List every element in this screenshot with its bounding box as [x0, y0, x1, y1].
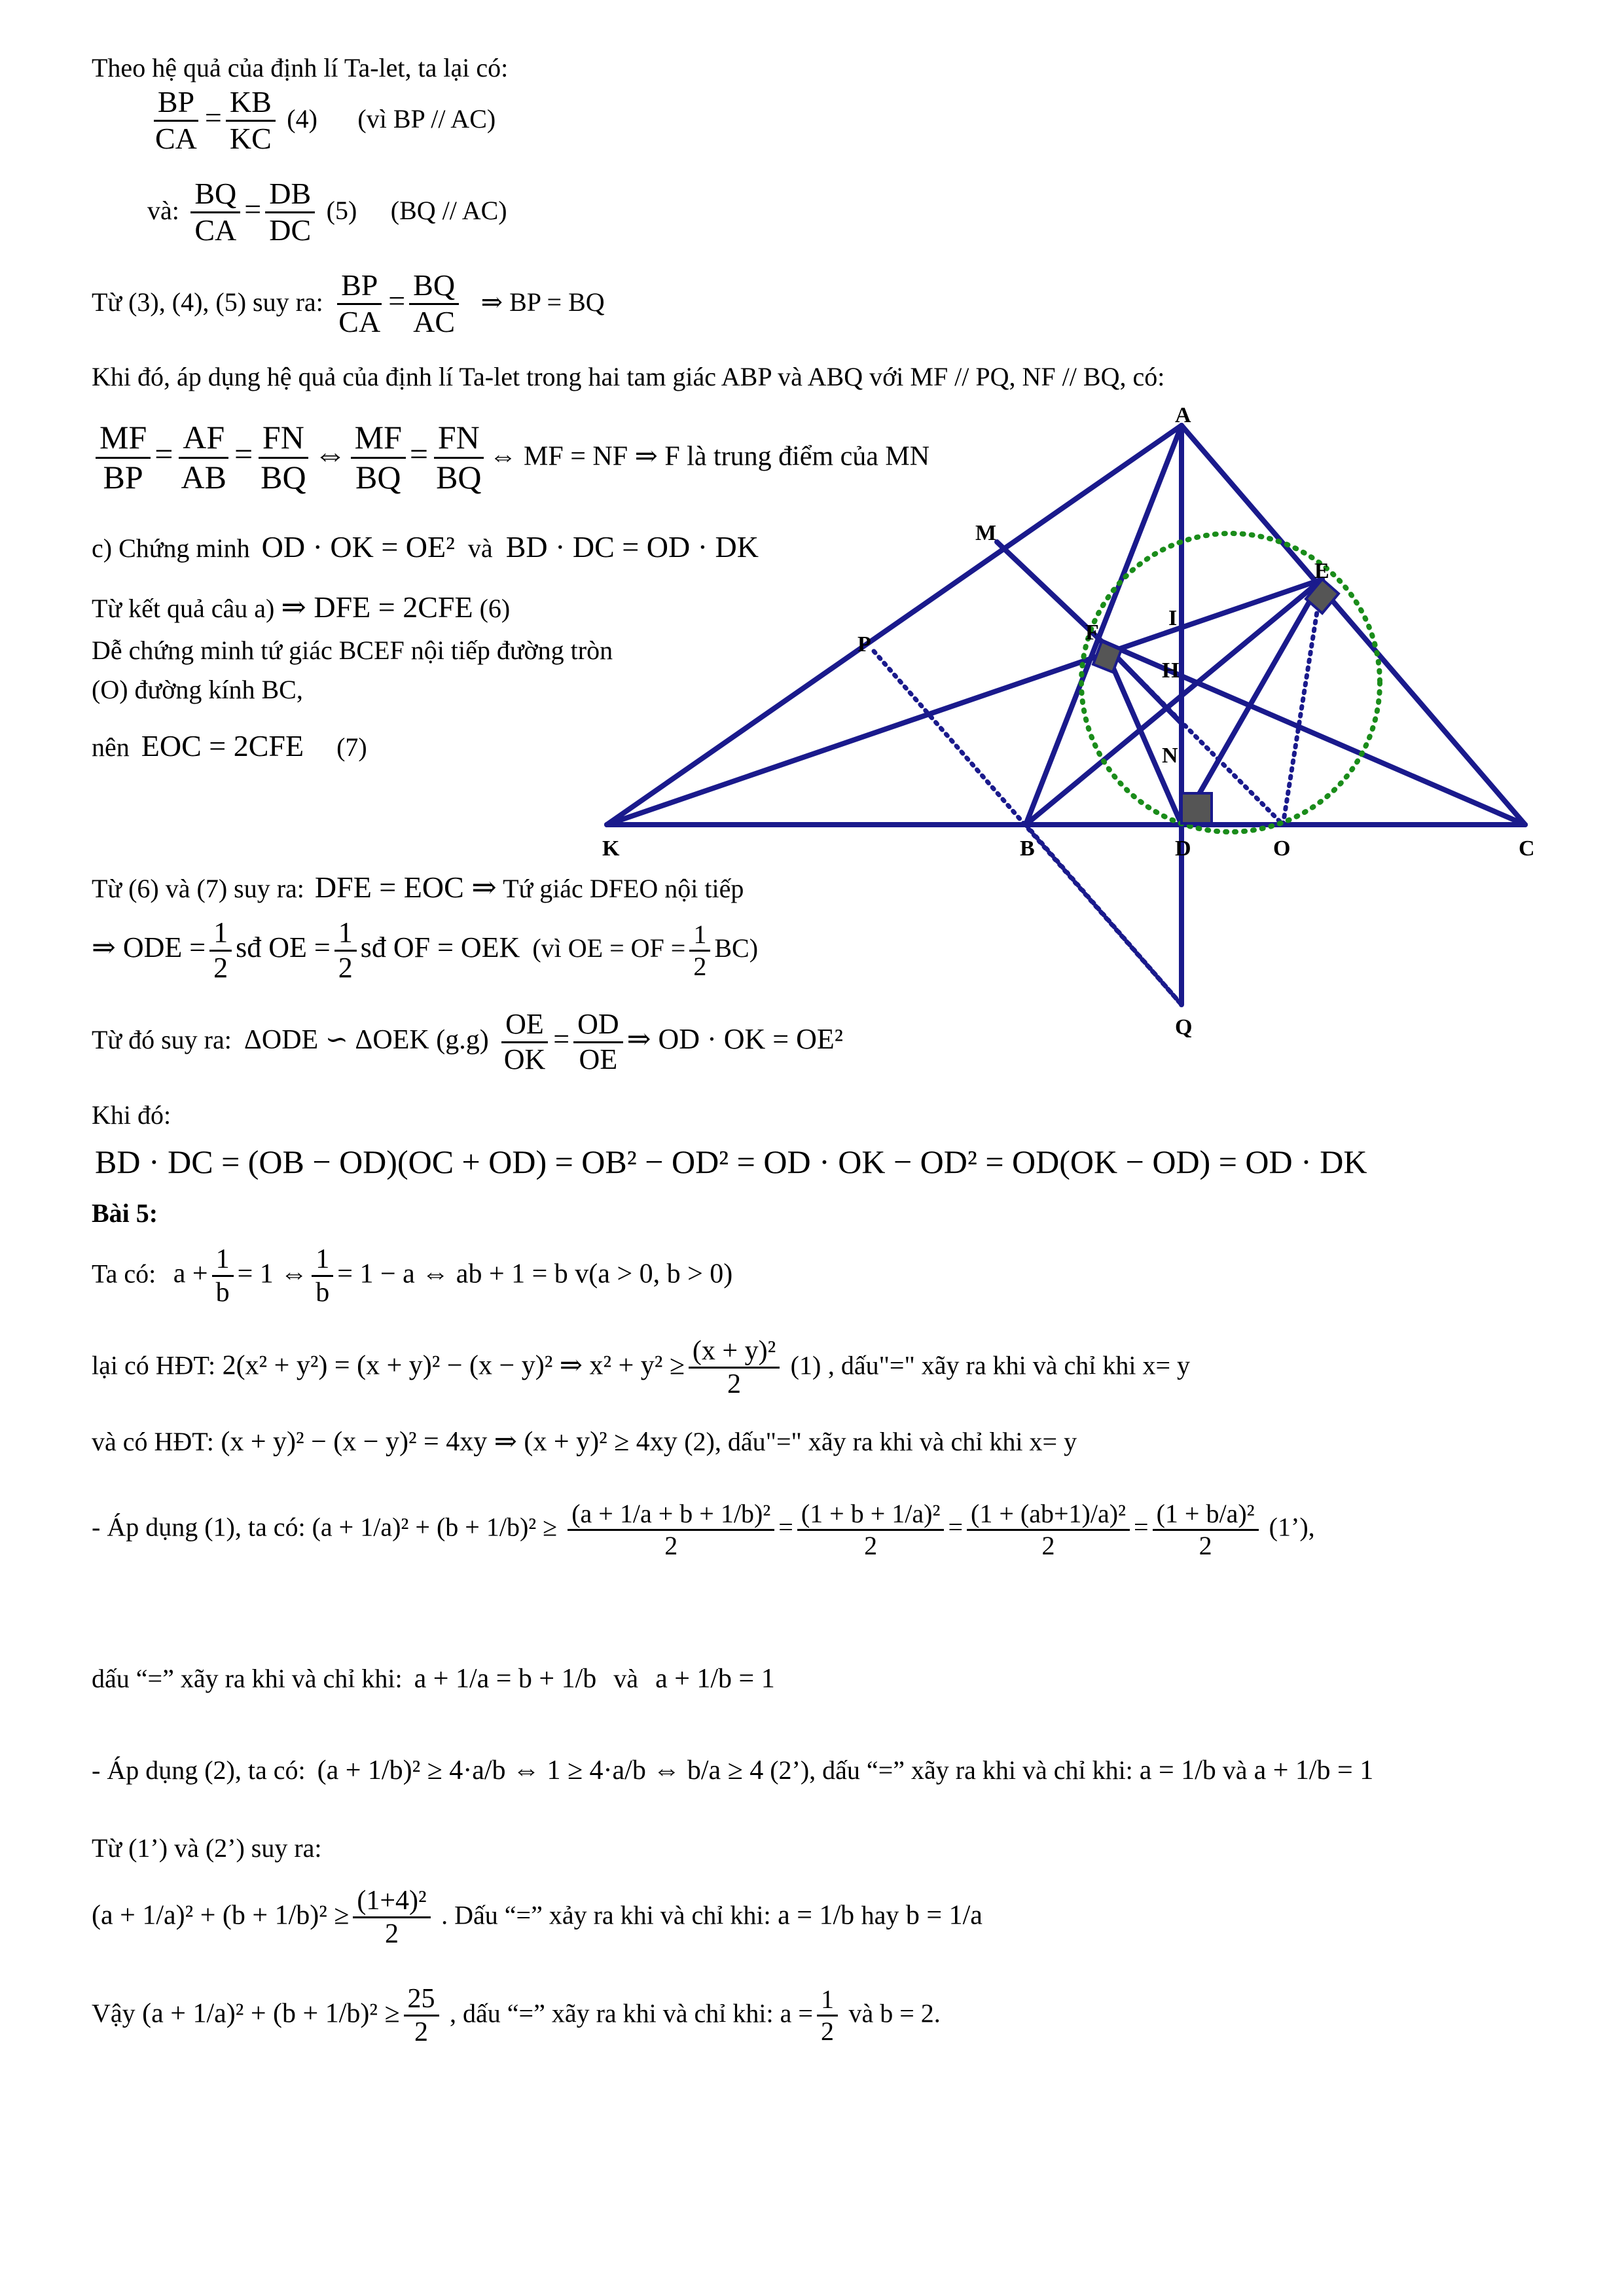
hdt-2: và có HĐT: (x + y)² − (x − y)² = 4xy ⇒ (x + y)² ≥ 4xy (2), dấu"=" xãy ra khi và chỉ khi x= y — [92, 1427, 1077, 1457]
ap-dung-2: - Áp dụng (2), ta có: (a + 1/b)² ≥ 4·a/b ⇔ 1 ≥ 4·a/b ⇔ b/a ≥ 4 (2’), dấu “=” xãy ra khi và chỉ khi: a = 1/b và a + 1/b = 1 — [92, 1755, 1374, 1785]
long-equation: BD · DC = (OB − OD)(OC + OD) = OB² − OD² = OD · OK − OD² = OD(OK − OD) = OD · DK — [95, 1143, 1367, 1180]
label-O: O — [1273, 836, 1291, 861]
conclusion-line: Vậy (a + 1/a)² + (b + 1/b)² ≥ $\frac{25}{2}$ , dấu “=” xãy ra khi và chỉ khi: a = $\frac{1}{2}$ và b = 2. — [92, 1984, 941, 2048]
label-E: E — [1314, 559, 1329, 583]
text-line: Theo hệ quả của định lí Ta-let, ta lại có: — [92, 53, 509, 82]
dau-1: dấu “=” xãy ra khi và chỉ khi: a + 1/a = b + 1/b và a + 1/b = 1 — [92, 1664, 775, 1694]
label-P: P — [857, 632, 871, 656]
eq-bp-bq: Từ (3), (4), (5) suy ra: $\frac{BP}{CA}$ = $\frac{BQ}{AC}$ ⇒ BP = BQ — [92, 268, 605, 338]
eq-5: và: $\frac{BQ}{CA}$ = $\frac{DB}{DC}$ (5) (BQ // AC) — [147, 177, 507, 247]
segment-KE — [607, 579, 1322, 825]
label-C: C — [1519, 836, 1535, 861]
label-A: A — [1175, 403, 1191, 427]
tu-6-7: Từ (6) và (7) suy ra: DFE = EOC ⇒ Tứ giác DFEO nội tiếp — [92, 870, 744, 904]
label-Q: Q — [1175, 1015, 1193, 1037]
label-K: K — [602, 836, 620, 861]
right-angle-D — [1182, 793, 1212, 823]
circle-dfeo — [1081, 533, 1380, 832]
text-line: Dễ chứng minh tứ giác BCEF nội tiếp đường tròn — [92, 636, 613, 665]
inequality-line: (a + 1/a)² + (b + 1/b)² ≥ $\frac{\text{(1+4)²}}{2}$ . Dấu “=” xảy ra khi và chỉ khi: a = 1/b hay b = 1/a — [92, 1886, 983, 1950]
part-c: c) Chứng minh OD · OK = OE² và BD · DC = OD · DK — [92, 530, 759, 564]
label-B: B — [1020, 836, 1035, 861]
eq-4: $\frac{BP}{CA}$ = $\frac{KB}{KC}$ (4) (vì BP // AC) — [147, 85, 496, 156]
text-line: Từ (1’) và (2’) suy ra: — [92, 1833, 322, 1863]
text-line: (O) đường kính BC, — [92, 675, 303, 704]
label-M: M — [975, 521, 997, 545]
ap-dung-1: - Áp dụng (1), ta có: (a + 1/a)² + (b + 1/b)² ≥ $\frac{\text{(a + 1/a + b + 1/b)²}}{2}$ = $\frac{\text{(1 + b + 1/a)²}}{2}$ = $\frac{\text{(1 + (ab+1)/a)²}}{2}$ = $\frac{\text{(1 + b/a)²}}{2}$ (1’), — [92, 1499, 1315, 1560]
ode-line: ⇒ ODE = $\frac{1}{2}$ sđ OE = $\frac{1}{2}$ sđ OF = OEK (vì OE = OF = $\frac{1}{2}$ BC) — [92, 916, 759, 984]
label-F: F — [1085, 620, 1099, 645]
label-D: D — [1175, 836, 1191, 861]
segment-AC — [1182, 425, 1525, 825]
ratio-chain: $\frac{MF}{BP}$ = $\frac{AF}{AB}$ = $\frac{FN}{BQ}$ ⇔ $\frac{MF}{BQ}$ = $\frac{FN}{BQ}$ ⇔ MF = NF ⇒ F là trung điểm của MN — [92, 419, 929, 496]
label-I: I — [1168, 606, 1178, 630]
label-H: H — [1162, 658, 1180, 683]
nen-line: nên EOC = 2CFE (7) — [92, 729, 367, 762]
text-line: Khi đó, áp dụng hệ quả của định lí Ta-let trong hai tam giác ABP và ABQ với MF // PQ, NF // BQ, có: — [92, 362, 1165, 391]
tu-ket-qua: Từ kết quả câu a) ⇒ DFE = 2CFE (6) — [92, 590, 511, 624]
label-N: N — [1162, 744, 1178, 768]
text-line: Khi đó: — [92, 1100, 171, 1130]
ta-co-line: Ta có: a + $\frac{1}{b}$ = 1 ⇔ $\frac{1}{b}$ = 1 − a ⇔ ab + 1 = b v(a > 0, b > 0) — [92, 1244, 733, 1308]
section-heading: Bài 5: — [92, 1198, 158, 1228]
tu-do-line: Từ đó suy ra: ΔODE ∽ ΔOEK (g.g) $\frac{OE}{OK}$ = $\frac{OD}{OE}$ ⇒ OD · OK = OE² — [92, 1008, 843, 1075]
hdt-1: lại có HĐT: 2(x² + y²) = (x + y)² − (x − y)² ⇒ x² + y² ≥ $\frac{\text{(x + y)²}}{2}$ (1) , dấu"=" xãy ra khi và chỉ khi x= y — [92, 1336, 1191, 1400]
